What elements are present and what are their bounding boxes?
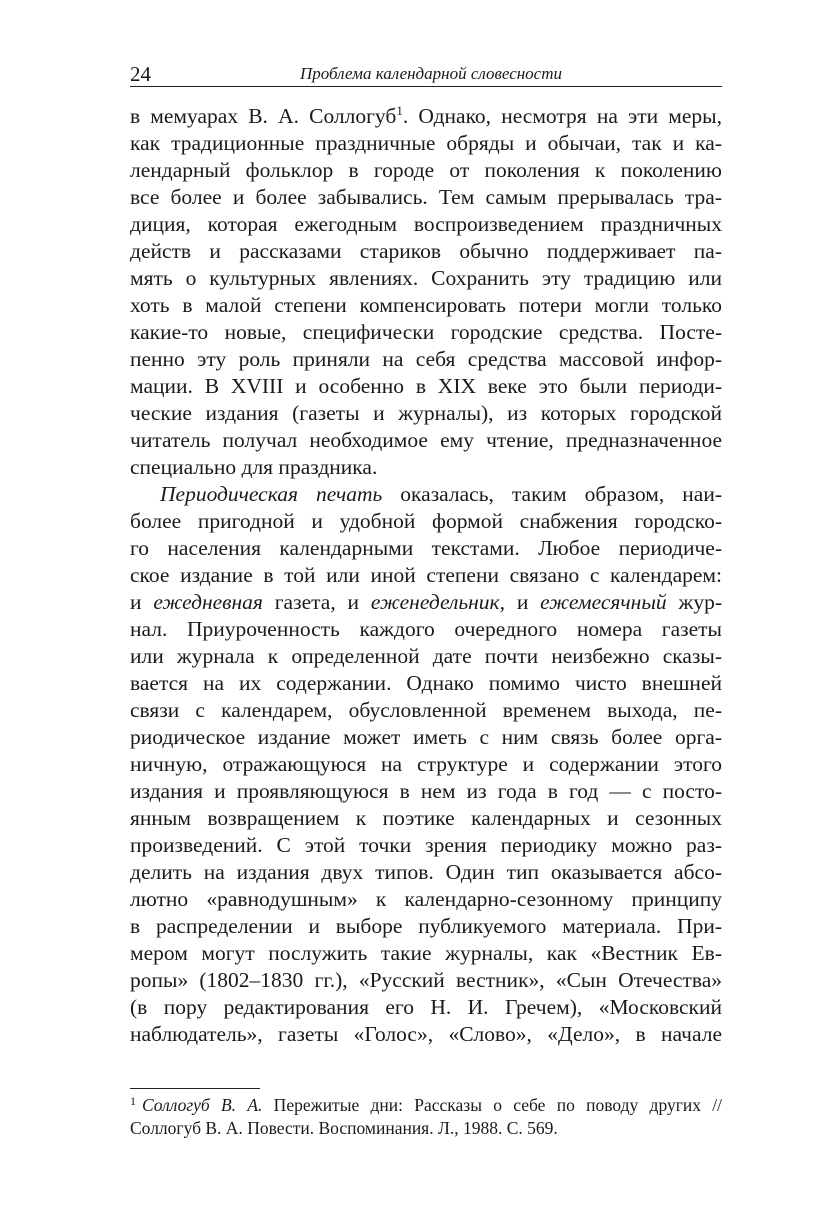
footnote-author: Соллогуб В. А. — [142, 1095, 263, 1115]
emphasis: ежедневная — [153, 590, 263, 614]
text-line: или журнала к определенной дате почти неизбежно сказы- — [130, 644, 722, 668]
text-line: янным возвращением к поэтике календарных и сезонных — [130, 806, 722, 830]
footnote-divider — [130, 1088, 260, 1089]
text-line: вается на их содержании. Однако помимо чисто внешней — [130, 671, 722, 695]
running-header — [130, 58, 722, 87]
text-line: (в пору редактирования его Н. И. Гречем), «Московский — [130, 995, 722, 1019]
text-line: ческие издания (газеты и журналы), из которых городской — [130, 401, 722, 425]
emphasis: Периодическая печать — [160, 482, 383, 506]
text-line: и ежедневная газета, и еженедельник, и ежемесячный жур- — [130, 590, 722, 614]
text-line: хоть в малой степени компенсировать потери могли только — [130, 293, 722, 317]
text-line: наблюдатель», газеты «Голос», «Слово», «Дело», в начале — [130, 1022, 722, 1046]
text-line: все более и более забывались. Тем самым прерывалась тра- — [130, 185, 722, 209]
main-text — [130, 103, 722, 1048]
text-line: читатель получал необходимое ему чтение, предназначенное — [130, 428, 722, 452]
text-line: нал. Приуроченность каждого очередного номера газеты — [130, 617, 722, 641]
text-line: специально для праздника. — [130, 455, 378, 479]
text-line: мять о культурных явлениях. Сохранить эту традицию или — [130, 266, 722, 290]
text-line: ское издание в той или иной степени связано с календарем: — [130, 563, 722, 587]
page-number: 24 — [130, 62, 151, 86]
running-title: Проблема календарной словесности — [299, 64, 562, 83]
text-line: пенно эту роль приняли на себя средства массовой инфор- — [130, 347, 722, 371]
text-line: делить на издания двух типов. Один тип оказывается абсо- — [130, 860, 722, 884]
text-line: лютно «равнодушным» к календарно-сезонному принципу — [130, 887, 722, 911]
text-line: риодическое издание может иметь с ним связь более орга- — [130, 725, 722, 749]
text-line: как традиционные праздничные обряды и обычаи, так и ка- — [130, 131, 722, 155]
text-line: в распределении и выборе публикуемого материала. При- — [130, 914, 722, 938]
text-line: мации. В XVIII и особенно в XIX веке это были периоди- — [130, 374, 722, 398]
text-line: в мемуарах В. А. Соллогуб$^1$. Однако, несмотря на эти меры, — [130, 103, 722, 128]
text-line: лендарный фольклор в городе от поколения к поколению — [130, 158, 722, 182]
footnote-line: Соллогуб В. А. Повести. Воспоминания. Л., 1988. С. 569. — [130, 1118, 558, 1138]
text-line: произведений. С этой точки зрения периодику можно раз- — [130, 833, 722, 857]
text-line: ропы» (1802–1830 гг.), «Русский вестник», «Сын Отечества» — [130, 968, 722, 992]
text-line: связи с календарем, обусловленной временем выхода, пе- — [130, 698, 722, 722]
text-line: издания и проявляющуюся в нем из года в год — с посто- — [130, 779, 722, 803]
footnote-reference[interactable]: 1 — [396, 103, 403, 118]
text-line: более пригодной и удобной формой снабжения городско- — [130, 509, 722, 533]
emphasis: ежемесячный — [540, 590, 667, 614]
text-line: ничную, отражающуюся на структуре и содержании этого — [130, 752, 722, 776]
footnote-mark: 1 — [130, 1094, 136, 1108]
text-line: действ и рассказами стариков обычно поддерживает па- — [130, 239, 722, 263]
footnote — [130, 1094, 722, 1140]
text-line: го населения календарными текстами. Любое периодиче- — [130, 536, 722, 560]
emphasis: еженедельник, — [370, 590, 505, 614]
text-line: какие-то новые, специфически городские средства. Посте- — [130, 320, 722, 344]
text-line: мером могут послужить такие журналы, как «Вестник Ев- — [130, 941, 722, 965]
text-line: Периодическая печать оказалась, таким образом, наи- — [160, 482, 722, 506]
text-line: диция, которая ежегодным воспроизведением праздничных — [130, 212, 722, 236]
footnote-line: $^1$ Соллогуб В. А. Пережитые дни: Рассказы о себе по поводу других // — [130, 1094, 722, 1115]
